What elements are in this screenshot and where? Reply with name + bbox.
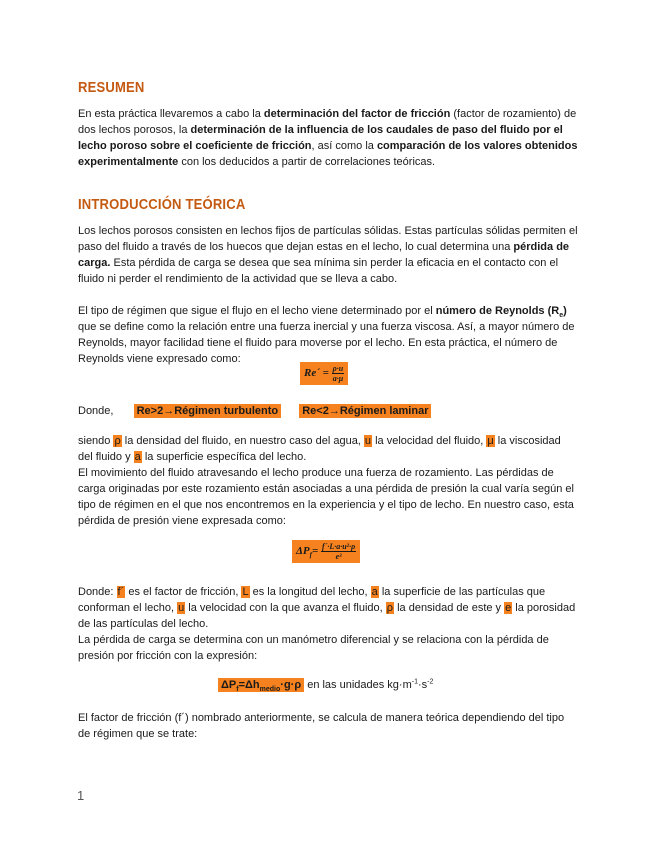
resumen-paragraph: En esta práctica llevaremos a cabo la determinación del factor de fricción (factor de rozamiento) de dos lechos porosos, la determinación de la influencia de los caudales de paso del fluido por el lecho poroso sobre el coeficiente de fricción, así como la comparación de los valores obtenidos experimentalmente con los deducidos a partir de correlaciones teóricas. (78, 108, 578, 168)
manometer-formula-line: $\Delta P_f=\Delta h_{medio}\cdot g\cdot\rho$ en las unidades $kg\cdot m^{-1}\cdot s^{-2}$ (218, 677, 518, 693)
manometer-formula: $\Delta P_f=\Delta h_{medio}\cdot g\cdot\rho$ (218, 678, 304, 692)
page-number: 1 (77, 788, 85, 803)
pressure-drop-formula: $\Delta P_f=$ $\frac{\text{f´·L·a·u²·ρ}}{\text{e³}}$ (292, 540, 360, 563)
heading-resumen: RESUMEN (78, 80, 145, 96)
intro-paragraph-4: El movimiento del fluido atravesando el lecho produce una fuerza de rozamiento. Las pérdidas de carga originadas por este rozamiento están asociadas a una pérdida de presión la cual varía según el tipo de régimen en el que nos encontremos en la experiencia y el tipo de lecho. En nuestro caso, esta pérdida de presión viene expresada como: (78, 467, 574, 527)
intro-paragraph-5: Donde: f´ es el factor de fricción, L es la longitud del lecho, a la superficie de las partículas que conforman el lecho, u la velocidad con la que avanza el fluido, ρ la densidad de este y e la porosidad de las partículas del lecho. (78, 586, 576, 630)
reynolds-formula: Re´ = $\frac{\rho\cdot u}{a\cdot\mu}$ (300, 362, 348, 385)
intro-paragraph-1: Los lechos porosos consisten en lechos fijos de partículas sólidas. Estas partículas sólidas permiten el paso del fluido a través de los huecos que dejan estas en el lecho, lo cual determina una pérdida de carga. Esta pérdida de carga se desea que sea mínima sin perder la eficacia en el contacto con el fluido ni perder el rendimiento de la actividad que se lleva a cabo. (78, 225, 578, 285)
intro-paragraph-7: El factor de fricción (f´) nombrado anteriormente, se calcula de manera teórica dependiendo del tipo de régimen que se trate: (78, 712, 565, 740)
intro-paragraph-2: El tipo de régimen que sigue el flujo en el lecho viene determinado por el número de Reynolds $(R_e)$ que se define como la relación entre una fuerza inercial y una fuerza viscosa. Así, a mayor número de Reynolds, mayor facilidad tiene el fluido para moverse por el lecho. En esta práctica, el número de Reynolds viene expresado como: (78, 305, 575, 365)
heading-introduccion: INTRODUCCIÓN TEÓRICA (78, 197, 246, 213)
turbulent-regime-label: Re>2→Régimen turbulento (134, 404, 282, 418)
intro-paragraph-6: La pérdida de carga se determina con un manómetro diferencial y se relaciona con la pérdida de presión por fricción con la expresión: (78, 634, 549, 662)
regime-line: Donde, Re>2→Régimen turbulento Re<2→Régimen laminar (78, 403, 578, 419)
laminar-regime-label: Re<2→Régimen laminar (299, 404, 431, 418)
intro-paragraph-3: siendo ρ la densidad del fluido, en nuestro caso del agua, u la velocidad del fluido, μ la viscosidad del fluido y a la superficie específica del lecho. (78, 435, 561, 463)
